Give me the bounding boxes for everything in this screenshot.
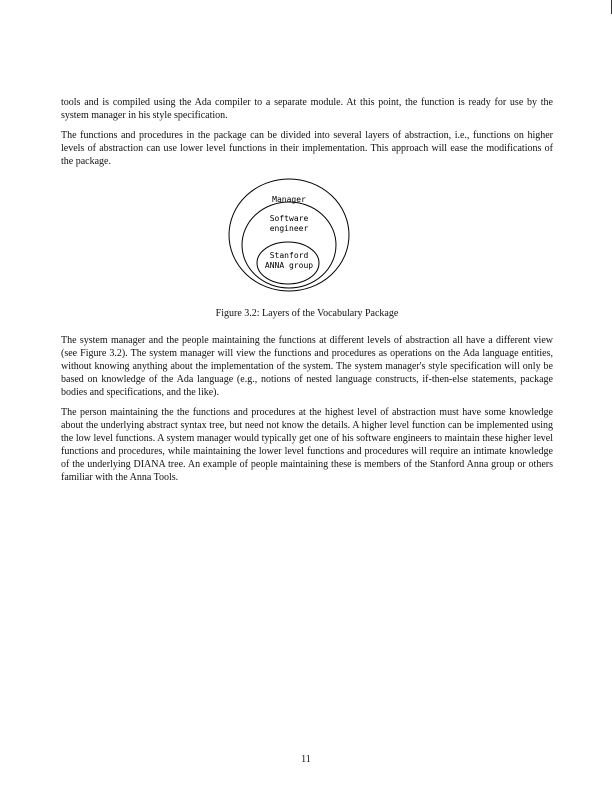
figure-caption: Figure 3.2: Layers of the Vocabulary Package: [215, 308, 399, 319]
page-number: 11: [301, 754, 311, 765]
software-label: Software: [269, 214, 309, 223]
paragraph-2: The functions and procedures in the package can be divided into several layers of abstraction, i.e., functions on higher levels of abstraction can use lower level functions in their implementation. This approach will ease the modifications of the package.: [61, 130, 553, 167]
figure: [61, 175, 553, 303]
paragraph-4: The person maintaining the the functions and procedures at the highest level of abstraction must have some knowledge about the underlying abstract syntax tree, but need not know the details. A higher level function can be implemented using the low level functions. A system manager would typically get one of his software engineers to maintain these higher level functions and procedures, while maintaining the lower level functions and procedures will require an intimate knowledge of the underlying DIANA tree. An example of people maintaining these is members of the Stanford Anna group or others familiar with the Anna Tools.: [61, 407, 553, 483]
paragraph-1: tools and is compiled using the Ada compiler to a separate module. At this point, the function is ready for use by the system manager in his style specification.: [61, 97, 553, 121]
engineer-label: engineer: [269, 224, 309, 233]
stanford-label: Stanford: [269, 251, 309, 260]
paragraph-3: The system manager and the people maintaining the functions at different levels of abstraction all have a different view (see Figure 3.2). The system manager will view the functions and procedures as operations on the Ada language entities, without knowing anything about the implementation of the system. The system manager's style specification will only be based on knowledge of the Ada language (e.g., notions of nested language constructs, if-then-else statements, package bodies and specifications, and the like).: [61, 335, 553, 398]
page-body: [61, 96, 553, 491]
anna-group-label: ANNA group: [264, 261, 314, 270]
layers-diagram: [220, 175, 380, 300]
manager-label: Manager: [272, 195, 306, 204]
